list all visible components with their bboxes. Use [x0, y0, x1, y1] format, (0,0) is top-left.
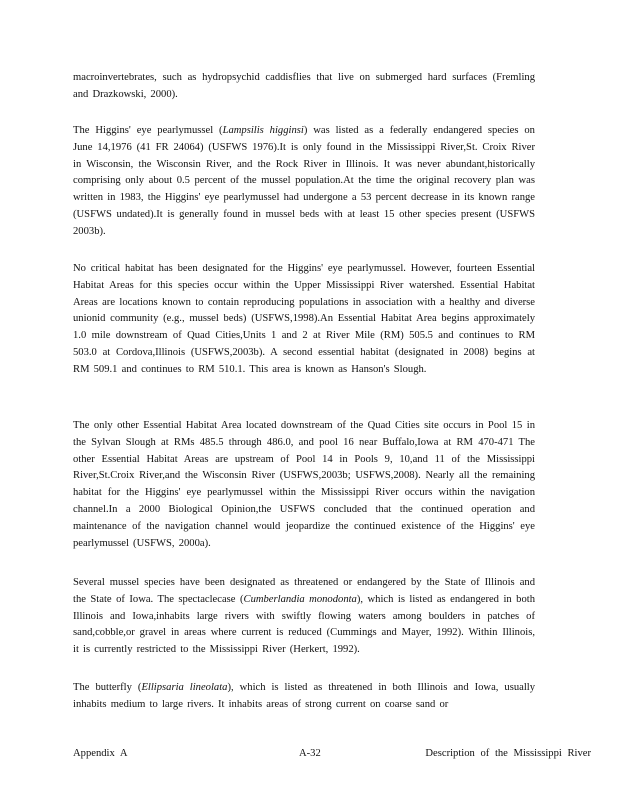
- paragraph-text: The Higgins' eye pearlymussel (: [73, 125, 223, 136]
- paragraph-macroinvertebrates: [73, 70, 535, 104]
- species-name-italic: Ellipsaria lineolata: [141, 682, 228, 693]
- footer-section-title: Description of the Mississippi River: [425, 748, 591, 759]
- paragraph-butterfly-mussel: [73, 680, 535, 714]
- paragraph-text: Several mussel species have been designated as threatened or endangered by the State of Illinois and the State of Iowa. The spectaclecase (: [73, 577, 535, 605]
- paragraph-text: ), which is listed as threatened in both Illinois and Iowa, usually inhabits medium to large rivers. It inhabits areas of strong current on coarse sand or: [73, 682, 536, 710]
- paragraph-downstream-habitat: [73, 418, 535, 552]
- paragraph-text: No critical habitat has been designated for the Higgins' eye pearlymussel. However, fourteen Essential Habitat Areas for this species occur within the Upper Mississippi River watershed. Essential Habitat Areas are locations known to contain reproducing populations in association with a healthy and diverse unionid community (e.g., mussel beds) (USFWS,1998).An Essential Habitat Area begins approximately 1.0 mile downstream of Quad Cities,Units 1 and 2 at River Mile (RM) 505.5 and continues to RM 503.0 at Cordova,Illinois (USFWS,2003b). A second essential habitat (designated in 2008) begins at RM 509.1 and continues to RM 510.1. This area is known as Hanson's Slough.: [73, 263, 535, 375]
- paragraph-text: ), which is listed as endangered in both Illinois and Iowa,inhabits large rivers with swiftly flowing waters among boulders in patches of sand,cobble,or gravel in areas where current is reduced (Cummings and Mayer, 1992). Within Illinois, it is currently restricted to the Mississippi River (Herkert, 1992).: [73, 593, 535, 656]
- species-name-italic: Lampsilis higginsi: [222, 125, 304, 136]
- paragraph-state-listed-mussels: [73, 575, 535, 659]
- paragraph-text: ) was listed as a federally endangered species on June 14,1976 (41 FR 24064) (USFWS 1976).It is only found in the Mississippi River,St. Croix River in Wisconsin, the Wisconsin River, and the Rock River in Illinois. It was never abundant,historically comprising only about 0.5 percent of the mussel population.At the time the original recovery plan was written in 1983, the Higgins' eye pearlymussel had undergone a 53 percent decrease in its known range (USFWS undated).It is generally found in mussel beds with at least 15 other species present (USFWS 2003b).: [73, 125, 535, 237]
- footer-page-number: A-32: [299, 748, 321, 759]
- paragraph-text: The only other Essential Habitat Area located downstream of the Quad Cities site occurs in Pool 15 in the Sylvan Slough at RMs 485.5 through 486.0, and pool 16 near Buffalo,Iowa at RM 470-471 The other Essential Habitat Areas are upstream of Pool 14 in Pools 9, 10,and 11 of the Mississippi River,St.Croix River,and the Wisconsin River (USFWS,2003b; USFWS,2008). Nearly all the remaining habitat for the Higgins' eye pearlymussel within the Mississippi River occurs within the navigation channel.In a 2000 Biological Opinion,the USFWS concluded that the continued operation and maintenance of the navigation channel would jeopardize the continued existence of the Higgins' eye pearlymussel (USFWS, 2000a).: [73, 420, 535, 549]
- paragraph-higgins-eye-listing: [73, 123, 535, 241]
- paragraph-text: macroinvertebrates, such as hydropsychid caddisflies that live on submerged hard surfaces (Fremling and Drazkowski, 2000).: [73, 72, 535, 100]
- footer-appendix-label: Appendix A: [73, 748, 128, 759]
- paragraph-essential-habitat: [73, 261, 535, 379]
- species-name-italic: Cumberlandia monodonta: [243, 593, 357, 605]
- paragraph-text: The butterfly (: [73, 682, 142, 693]
